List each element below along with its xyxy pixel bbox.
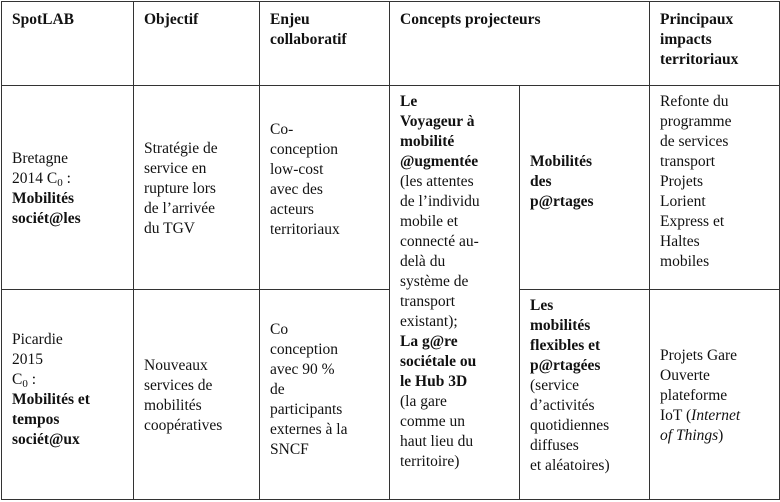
cell-impacts-bretagne: Refonte du programme de services transport Projets Lorient Express et Haltes mobiles	[650, 86, 780, 290]
cell-enjeu-bretagne: Co- conception low-cost avec des acteurs territoriaux	[260, 86, 390, 290]
cell-objectif-picardie: Nouveaux services de mobilités coopératives	[134, 290, 260, 500]
cell-spotlab-picardie: Picardie 2015 $C_0$ : Mobilités et tempos sociét@ux	[2, 290, 134, 500]
table-row	[2, 86, 780, 290]
cell-impacts-picardie: Projets Gare Ouverte plateforme IoT (Internet of Things)	[650, 290, 780, 500]
header-row	[2, 2, 780, 86]
cell-enjeu-picardie: Co conception avec 90 % de participants externes à la SNCF	[260, 290, 390, 500]
cell-spotlab-bretagne: Bretagne 2014 $C_0$ : Mobilités sociét@les	[2, 86, 134, 290]
cell-concept-voyageur: Le Voyageur à mobilité @ugmentée (les attentes de l’individu mobile et connecté au- delà du système de transport existant); La g@re sociétale ou le Hub 3D (la gare comme un haut lieu du territoire)	[390, 86, 520, 500]
header-impacts: Principaux impacts territoriaux	[650, 2, 780, 86]
cell-concept-flexibles: Les mobilités flexibles et p@rtagées (service d’activités quotidiennes diffuses et aléatoires)	[520, 290, 650, 500]
cell-objectif-bretagne: Stratégie de service en rupture lors de l’arrivée du TGV	[134, 86, 260, 290]
header-concepts: Concepts projecteurs	[390, 2, 650, 86]
spotlab-table	[1, 1, 780, 500]
cell-concept-partages: Mobilités des p@rtages	[520, 86, 650, 290]
header-spotlab: SpotLAB	[2, 2, 134, 86]
header-objectif: Objectif	[134, 2, 260, 86]
header-enjeu: Enjeu collaboratif	[260, 2, 390, 86]
